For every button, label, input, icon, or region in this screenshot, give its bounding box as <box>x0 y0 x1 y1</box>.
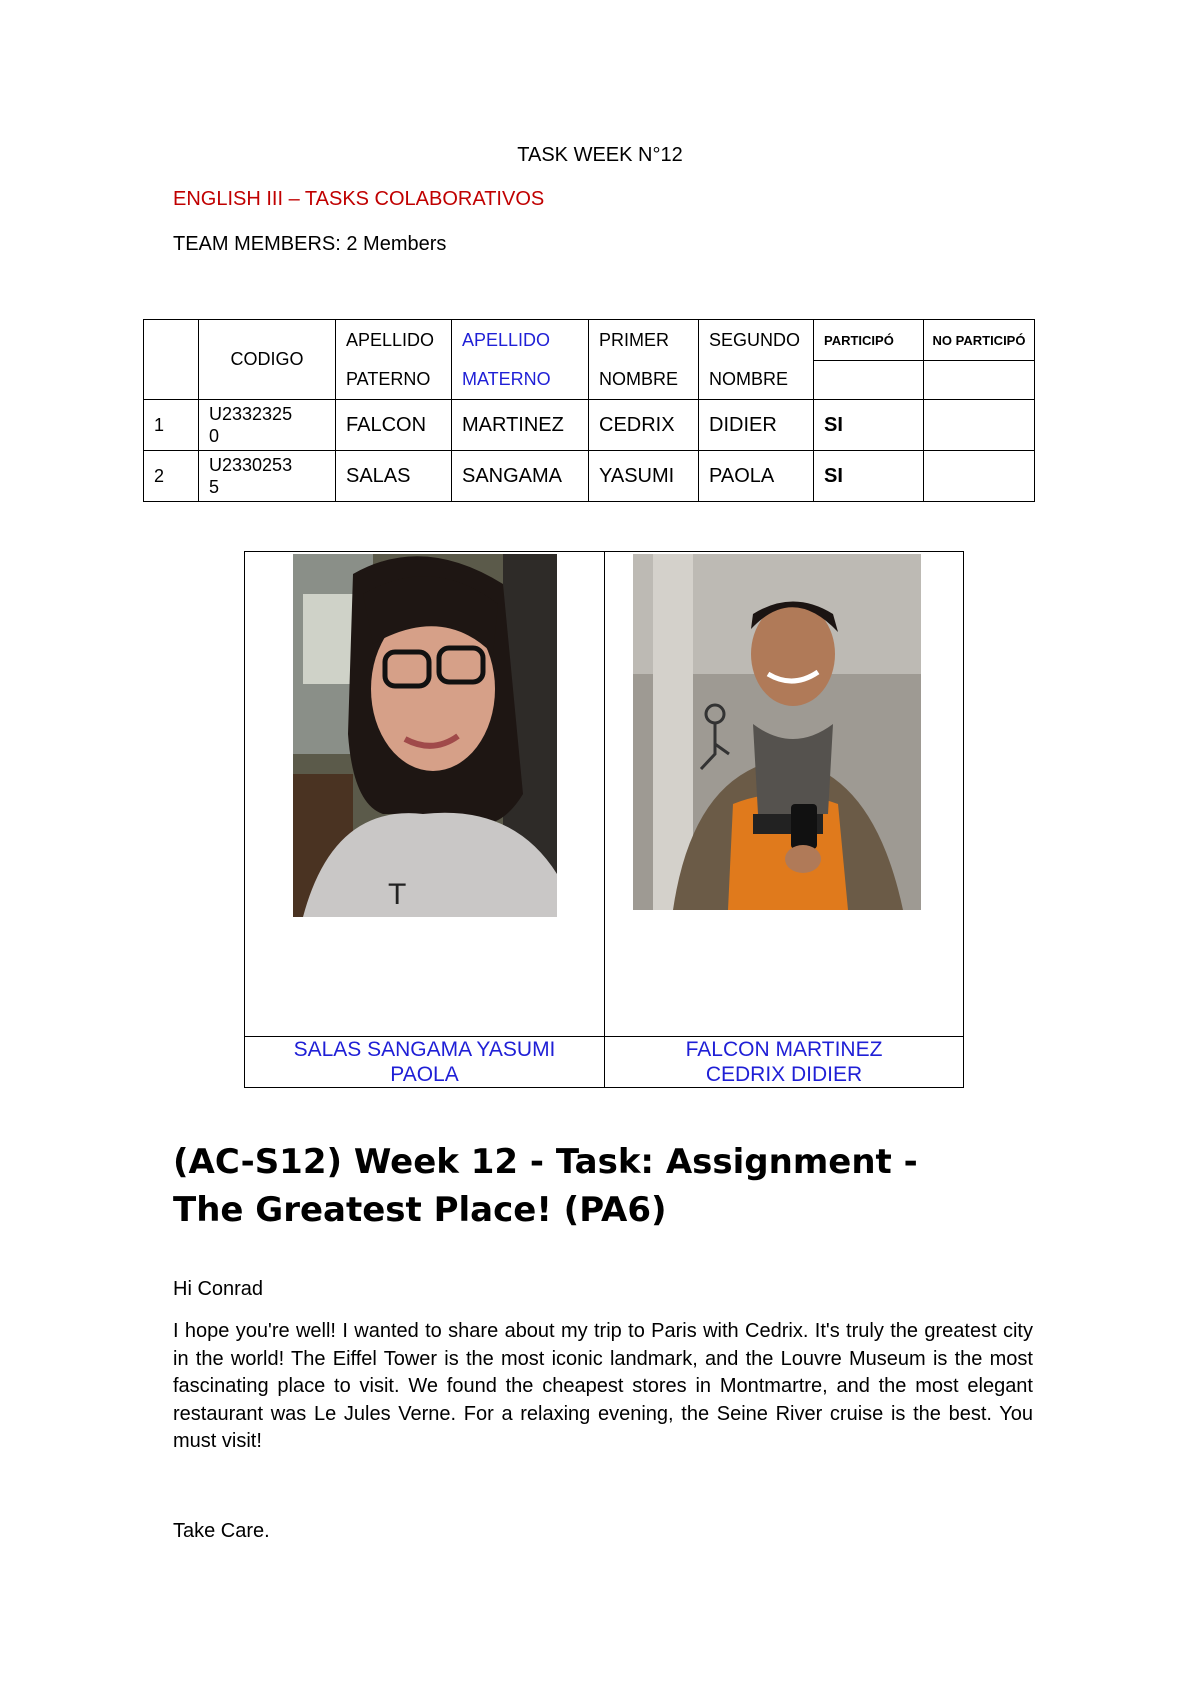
header-nombre-2: NOMBRE <box>699 361 814 400</box>
row-no-participo <box>924 451 1035 502</box>
assignment-heading <box>173 1138 1073 1234</box>
photos-row <box>245 552 964 1037</box>
row-segundo: PAOLA <box>699 451 814 502</box>
row-paterno: FALCON <box>336 400 452 451</box>
row-primer: CEDRIX <box>589 400 699 451</box>
header-no-participo: NO PARTICIPÓ <box>924 320 1035 361</box>
codigo-part-b: 0 <box>209 426 220 446</box>
row-number: 1 <box>144 400 199 451</box>
row-participo: SI <box>814 451 924 502</box>
portrait-image <box>633 554 921 910</box>
letter-body: I hope you're well! I wanted to share about my trip to Paris with Cedrix. It's truly the greatest city in the world! The Eiffel Tower is the most iconic landmark, and the Louvre Museum is the most fascinating place to visit. We found the cheapest stores in Montmartre, and the most elegant restaurant was Le Jules Verne. For a relaxing evening, the Seine River cruise is the best. You must visit! <box>173 1320 1033 1452</box>
right-photo-cell <box>605 552 964 1037</box>
portrait-image <box>293 554 557 917</box>
heading-line-2: The Greatest Place! (PA6) <box>173 1190 667 1230</box>
table-row <box>144 400 1035 451</box>
codigo-part-b: 5 <box>209 477 220 497</box>
header-paterno: PATERNO <box>336 361 452 400</box>
letter-closing: Take Care. <box>173 1520 270 1542</box>
codigo-part-a: U2330253 <box>209 455 293 475</box>
header-primer-nombre: PRIMER <box>589 320 699 361</box>
row-no-participo <box>924 400 1035 451</box>
header-segundo-nombre: SEGUNDO <box>699 320 814 361</box>
row-paterno: SALAS <box>336 451 452 502</box>
row-codigo <box>199 451 336 502</box>
name-caption-salas <box>245 1037 605 1088</box>
svg-text:T: T <box>388 878 407 911</box>
caption-line-1: FALCON MARTINEZ <box>685 1038 883 1061</box>
row-segundo: DIDIER <box>699 400 814 451</box>
caption-line-1: SALAS SANGAMA YASUMI <box>293 1038 556 1061</box>
member-photo-salas <box>293 554 557 917</box>
header-materno: MATERNO <box>452 361 589 400</box>
header-empty-participo <box>814 361 924 400</box>
header-num-cell <box>144 320 199 400</box>
row-codigo <box>199 400 336 451</box>
photos-table <box>244 551 964 1088</box>
row-materno: MARTINEZ <box>452 400 589 451</box>
header-apellido-paterno: APELLIDO <box>336 320 452 361</box>
course-subtitle: ENGLISH III – TASKS COLABORATIVOS <box>173 188 545 210</box>
heading-line-1: (AC-S12) Week 12 - Task: Assignment - <box>173 1142 918 1182</box>
row-number: 2 <box>144 451 199 502</box>
team-members-label: TEAM MEMBERS: 2 Members <box>173 233 447 255</box>
row-primer: YASUMI <box>589 451 699 502</box>
table-header-row <box>144 320 1035 361</box>
name-caption-falcon <box>605 1037 964 1088</box>
caption-line-2: CEDRIX DIDIER <box>705 1063 863 1086</box>
header-empty-no-participo <box>924 361 1035 400</box>
left-photo-cell <box>245 552 605 1037</box>
page-title: TASK WEEK N°12 <box>517 144 683 166</box>
header-participo: PARTICIPÓ <box>814 320 924 361</box>
header-codigo: CODIGO <box>199 320 336 400</box>
row-participo: SI <box>814 400 924 451</box>
letter-greeting: Hi Conrad <box>173 1278 264 1300</box>
caption-line-2: PAOLA <box>390 1063 459 1086</box>
names-row <box>245 1037 964 1088</box>
member-photo-falcon <box>633 554 921 910</box>
header-nombre-1: NOMBRE <box>589 361 699 400</box>
table-row <box>144 451 1035 502</box>
header-apellido-materno: APELLIDO <box>452 320 589 361</box>
members-table <box>143 319 1035 502</box>
codigo-part-a: U2332325 <box>209 404 293 424</box>
row-materno: SANGAMA <box>452 451 589 502</box>
